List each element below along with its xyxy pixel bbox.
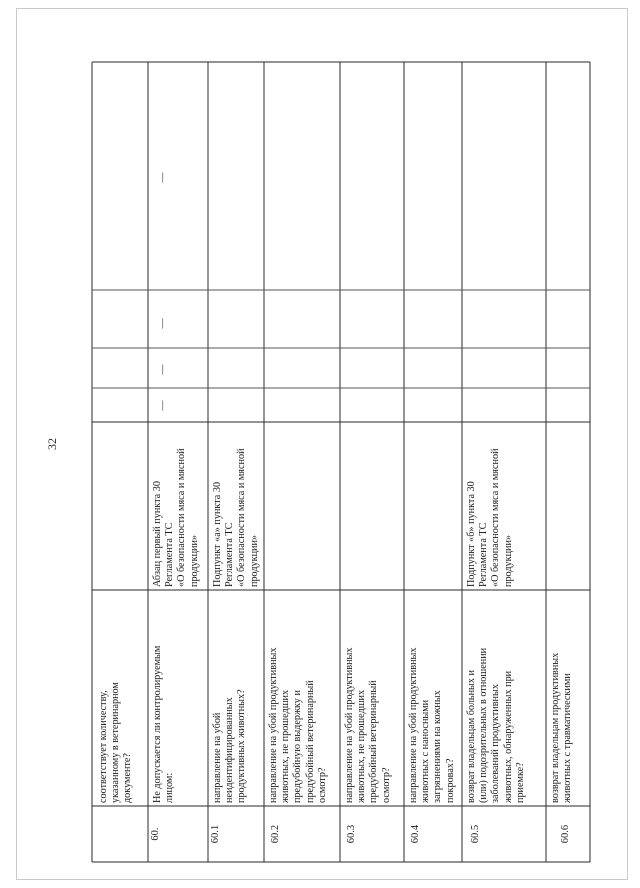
dash-mark: — xyxy=(157,364,169,375)
row-number-60-1: 60.1 xyxy=(210,824,221,844)
question-cell: соответствует количеству, указанному в ветеринарном документе? xyxy=(98,682,134,803)
reference-cell: Подпункт «а» пункта 30 Регламента ТС «О безопасности мяса и мясной продукции» xyxy=(212,448,260,587)
question-cell: направление на убой продуктивных животных, не прошедших предубойную выдержку и предубойный ветеринарный осмотр? xyxy=(268,647,328,803)
dash-mark: — xyxy=(157,172,169,183)
row-number-60-4: 60.4 xyxy=(410,824,421,844)
question-cell: возврат владельцам больных и (или) подозрительных в отношении заболеваний продуктивных животных, обнаруженных при приемке? xyxy=(466,647,526,803)
row-number-60-3: 60.3 xyxy=(346,824,357,844)
row-number-60-5: 60.5 xyxy=(470,824,481,844)
question-cell: возврат владельцам продуктивных животных с травматическими xyxy=(550,652,574,803)
row-number-60-6: 60.6 xyxy=(560,824,571,844)
question-cell: Не допускается ли контролируемым лицом: xyxy=(152,645,176,803)
question-cell: направление на убой неидентифицированных продуктивных животных? xyxy=(212,689,248,803)
dash-mark: — xyxy=(157,318,169,329)
row-number-60-2: 60.2 xyxy=(270,824,281,844)
question-cell: направление на убой продуктивных животных с наносными загрязнениями на кожных покровах? xyxy=(408,647,456,803)
row-number-60: 60. xyxy=(150,827,161,841)
dash-mark: — xyxy=(157,400,169,411)
reference-cell: Абзац первый пункта 30 Регламента ТС «О безопасности мяса и мясной продукции» xyxy=(152,448,200,587)
page-number: 32 xyxy=(45,438,59,450)
question-cell: направление на убой продуктивных животных, не прошедших предубойный ветеринарный осмотр? xyxy=(344,647,392,803)
reference-cell: Подпункт «б» пункта 30 Регламента ТС «О безопасности мяса и мясной продукции» xyxy=(466,448,514,587)
